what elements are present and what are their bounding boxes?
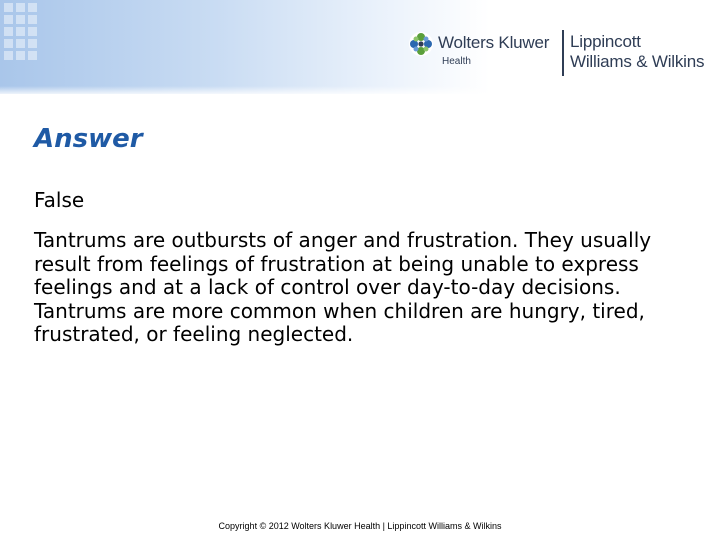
wolters-kluwer-globe-icon bbox=[408, 31, 434, 57]
copyright-footer: Copyright © 2012 Wolters Kluwer Health | Lippincott Williams & Wilkins bbox=[218, 521, 502, 531]
logo-division-name: Health bbox=[442, 56, 471, 67]
decorative-square-grid bbox=[0, 0, 44, 73]
answer-value: False bbox=[34, 188, 85, 212]
logo-imprint-line-1: Lippincott bbox=[570, 32, 641, 51]
publisher-logo bbox=[406, 28, 718, 80]
logo-company-name: Wolters Kluwer bbox=[438, 33, 550, 52]
answer-explanation: Tantrums are outbursts of anger and frustration. They usually result from feelings of frustration at being unable to express feelings and at a lack of control over day-to-day decisions. Tantrums are more common when children are hungry, tired, frustrated, or feeling neglected. bbox=[34, 228, 652, 346]
logo-imprint-line-2: Williams & Wilkins bbox=[570, 52, 705, 71]
header-band-fade bbox=[0, 86, 720, 96]
logo-divider bbox=[562, 30, 564, 76]
slide-title: Answer bbox=[34, 124, 143, 154]
logo-imprint-name bbox=[570, 32, 704, 72]
